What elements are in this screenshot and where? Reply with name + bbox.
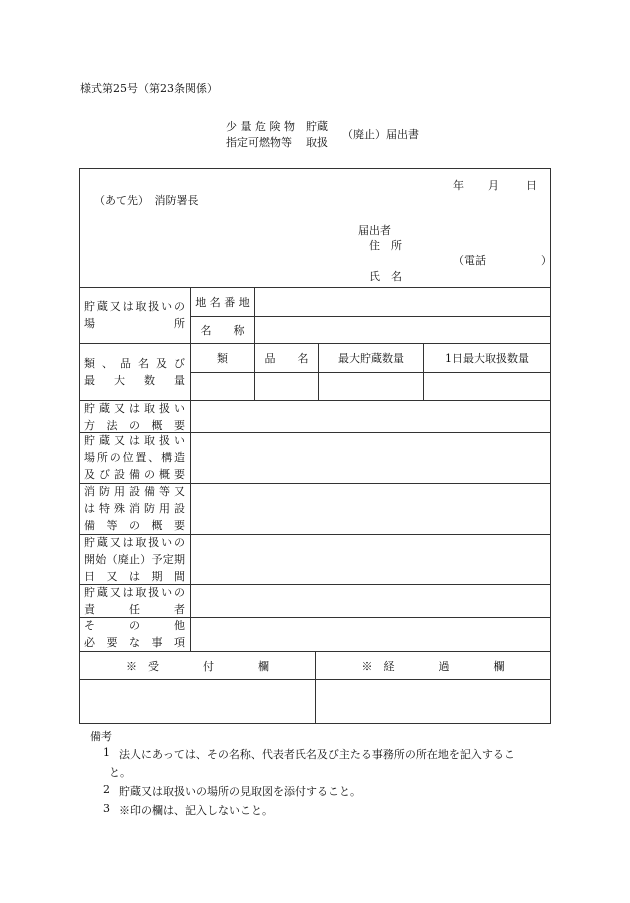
- form-number: 様式第25号（第23条関係）: [80, 82, 218, 95]
- applicant-label: 届出者: [358, 224, 391, 237]
- responsible-field[interactable]: [191, 585, 550, 617]
- date-year-label: 年: [453, 179, 464, 192]
- schedule-label: 貯蔵又は取扱いの 開始（廃止）予定期 日 又 は 期 間: [84, 536, 185, 583]
- remark-3-number: 3: [103, 802, 110, 815]
- facility-name-field[interactable]: [255, 317, 550, 343]
- progress-header: ※ 経 過 欄: [361, 659, 505, 673]
- remarks-heading: 備考: [90, 730, 112, 743]
- remark-1-number: 1: [103, 746, 110, 759]
- remark-2-number: 2: [103, 783, 110, 796]
- date-month-label: 月: [488, 179, 499, 192]
- col-max-storage-header: 最大貯蔵数量: [338, 352, 404, 365]
- remark-1-continued: と。: [109, 766, 131, 779]
- title-option-1: 少 量 危 険 物: [226, 120, 295, 133]
- other-field[interactable]: [191, 618, 550, 651]
- method-label: 貯蔵又は取扱い 方 法 の 概 要: [84, 402, 185, 432]
- lot-number-field[interactable]: [255, 288, 550, 316]
- address-label: 住 所: [369, 239, 402, 252]
- method-field[interactable]: [191, 401, 550, 432]
- addressee: （あて先） 消防署長: [94, 194, 199, 207]
- title-action-1: 貯蔵: [306, 120, 328, 133]
- title-suffix: （廃止）届出書: [342, 128, 419, 141]
- col-daily-max-header: 1日最大取扱数量: [445, 352, 529, 365]
- kind-quantity-label: 類 、 品 名 及 び 最 大 数 量: [84, 357, 185, 387]
- date-day-label: 日: [526, 179, 537, 192]
- other-label: そ の 他 必 要 な 事 項: [84, 619, 185, 649]
- remark-3-text: ※印の欄は、記入しないこと。: [119, 804, 273, 817]
- lot-number-label: 地 名 番 地: [195, 296, 250, 309]
- phone-label: （電話 ）: [453, 254, 552, 267]
- responsible-label: 貯蔵又は取扱いの 責 任 者: [84, 586, 185, 616]
- col-kind-header: 類: [217, 352, 228, 365]
- fire-equipment-label: 消防用設備等又 は特殊消防用設 備 等 の 概 要: [84, 485, 185, 532]
- location-label: 貯蔵又は取扱いの 場 所: [84, 300, 185, 330]
- remark-2-text: 貯蔵又は取扱いの場所の見取図を添付すること。: [119, 785, 361, 798]
- title-option-2: 指定可燃物等: [226, 136, 292, 149]
- remark-1-text: 法人にあっては、その名称、代表者氏名及び主たる事務所の所在地を記入するこ: [119, 748, 515, 761]
- schedule-field[interactable]: [191, 535, 550, 584]
- reception-header: ※ 受 付 欄: [126, 659, 269, 673]
- title-action-2: 取扱: [306, 136, 328, 149]
- facility-name-label: 名 称: [200, 324, 245, 337]
- col-item-header: 品 名: [264, 352, 309, 365]
- name-label: 氏 名: [369, 270, 402, 283]
- fire-equipment-field[interactable]: [191, 484, 550, 534]
- structure-label: 貯蔵又は取扱い 場所の位置、構造 及 び 設 備 の 概 要: [84, 434, 185, 481]
- structure-field[interactable]: [191, 433, 550, 483]
